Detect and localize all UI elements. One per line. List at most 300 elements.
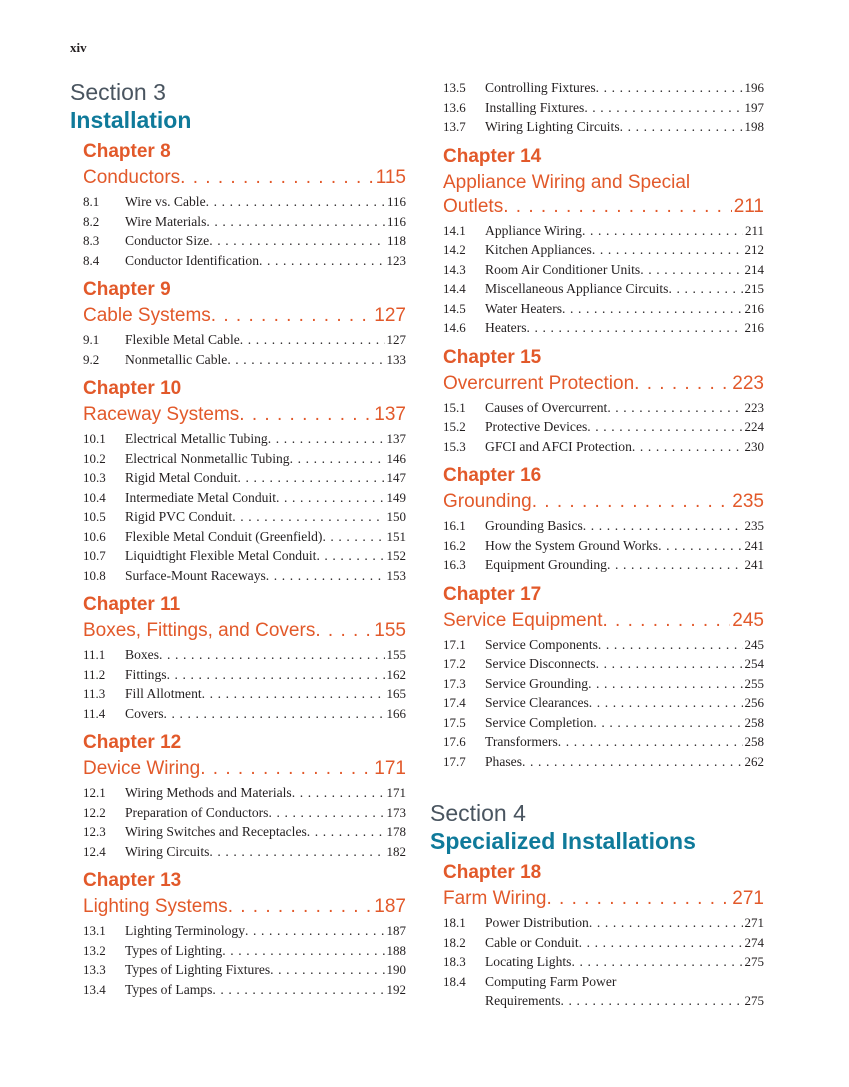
chapter-entries bbox=[70, 645, 406, 723]
dot-leader bbox=[227, 350, 384, 370]
chapter-entries bbox=[70, 783, 406, 861]
entry-title: Lighting Terminology bbox=[125, 923, 246, 938]
chapter-label: Chapter 15 bbox=[443, 346, 542, 368]
entry-number: 14.4 bbox=[443, 281, 466, 296]
chapter-entries bbox=[70, 429, 406, 585]
toc-entry[interactable] bbox=[443, 713, 764, 733]
entry-title: Surface-Mount Raceways bbox=[125, 567, 266, 583]
dot-leader bbox=[589, 913, 743, 933]
dot-leader bbox=[316, 546, 384, 566]
chapter-block bbox=[70, 140, 406, 270]
entry-page: 173 bbox=[386, 804, 406, 820]
dot-leader bbox=[167, 665, 385, 685]
entry-number: 18.4 bbox=[443, 973, 466, 989]
entry-title: Installing Fixtures bbox=[485, 99, 585, 115]
dot-leader bbox=[583, 516, 743, 536]
chapter-page: 171 bbox=[374, 758, 406, 779]
chapter-entries bbox=[430, 635, 764, 772]
toc-entry[interactable] bbox=[83, 783, 406, 803]
entry-number: 8.2 bbox=[83, 213, 100, 229]
toc-entry[interactable] bbox=[83, 980, 406, 1000]
entry-page: 182 bbox=[386, 843, 406, 859]
dot-leader bbox=[522, 752, 742, 772]
entry-page: 230 bbox=[744, 438, 764, 454]
dot-leader bbox=[562, 299, 742, 319]
entry-title: GFCI and AFCI Protection bbox=[485, 438, 632, 454]
chapter-entries bbox=[430, 221, 764, 338]
entry-title: Kitchen Appliances bbox=[485, 242, 592, 257]
entry-title-continued: Requirements bbox=[485, 993, 561, 1008]
toc-entry[interactable] bbox=[443, 913, 764, 933]
entry-number: 13.6 bbox=[443, 99, 466, 115]
entry-page: 215 bbox=[744, 281, 764, 296]
chapter-title[interactable] bbox=[70, 619, 406, 643]
toc-entry[interactable] bbox=[83, 330, 406, 350]
dot-leader bbox=[584, 98, 742, 118]
dot-leader bbox=[587, 417, 742, 437]
chapter-block bbox=[70, 377, 406, 585]
toc-entry[interactable] bbox=[443, 952, 764, 972]
toc-entry[interactable] bbox=[83, 231, 406, 251]
toc-entry[interactable] bbox=[83, 921, 406, 941]
chapter-title[interactable] bbox=[430, 195, 764, 219]
toc-entry[interactable] bbox=[83, 645, 406, 665]
dot-leader bbox=[209, 842, 384, 862]
chapter-list bbox=[430, 145, 764, 772]
entry-title: Computing Farm Power bbox=[485, 973, 617, 989]
toc-left-column bbox=[70, 78, 406, 1007]
entry-page: 146 bbox=[386, 450, 406, 466]
toc-entry[interactable] bbox=[83, 449, 406, 469]
dot-leader bbox=[209, 231, 385, 251]
toc-entry[interactable] bbox=[83, 546, 406, 566]
dot-leader bbox=[592, 240, 743, 260]
chapter-block bbox=[430, 583, 764, 772]
entry-number: 17.2 bbox=[443, 656, 466, 671]
entry-page: 235 bbox=[744, 518, 764, 533]
dot-leader bbox=[202, 684, 385, 704]
chapter-page: 137 bbox=[374, 404, 406, 425]
dot-leader bbox=[546, 887, 730, 911]
entry-page: 166 bbox=[386, 705, 406, 721]
dot-leader bbox=[640, 260, 742, 280]
entry-number: 14.3 bbox=[443, 261, 466, 277]
entry-title: Fill Allotment bbox=[125, 686, 202, 701]
chapter-title[interactable] bbox=[70, 304, 406, 328]
toc-entry[interactable] bbox=[443, 260, 764, 280]
dot-leader bbox=[579, 933, 743, 953]
entry-page: 258 bbox=[744, 714, 764, 730]
toc-entry[interactable] bbox=[83, 350, 406, 370]
toc-entry[interactable] bbox=[83, 566, 406, 586]
chapter-title[interactable] bbox=[430, 609, 764, 633]
toc-entry[interactable] bbox=[83, 803, 406, 823]
toc-entry[interactable] bbox=[443, 635, 764, 655]
chapter-label: Chapter 10 bbox=[83, 378, 182, 399]
entry-page: 149 bbox=[386, 489, 406, 505]
chapter-block bbox=[70, 731, 406, 861]
chapter-title-text: Farm Wiring bbox=[443, 888, 547, 909]
entry-number: 10.5 bbox=[83, 509, 106, 524]
dot-leader bbox=[596, 654, 743, 674]
chapter-page: 271 bbox=[732, 888, 764, 909]
chapter-title-text: Lighting Systems bbox=[83, 896, 228, 917]
entry-page: 155 bbox=[386, 647, 406, 662]
entry-page: 178 bbox=[386, 824, 406, 839]
entry-number: 10.2 bbox=[83, 450, 106, 466]
entry-title: Service Clearances bbox=[485, 695, 589, 710]
chapter-page: 187 bbox=[374, 896, 406, 917]
toc-entry[interactable] bbox=[83, 429, 406, 449]
dot-leader bbox=[607, 398, 742, 418]
entry-page: 192 bbox=[386, 981, 406, 997]
dot-leader bbox=[607, 555, 743, 575]
toc-entry[interactable] bbox=[443, 117, 764, 137]
toc-entry[interactable] bbox=[83, 684, 406, 704]
toc-entry[interactable] bbox=[83, 468, 406, 488]
entry-number: 13.5 bbox=[443, 80, 466, 95]
entry-number: 16.2 bbox=[443, 537, 466, 553]
entry-number: 14.5 bbox=[443, 300, 466, 316]
chapter-list bbox=[70, 140, 406, 999]
toc-entry[interactable] bbox=[443, 752, 764, 772]
entry-number: 8.1 bbox=[83, 194, 100, 209]
toc-entry[interactable] bbox=[83, 507, 406, 527]
toc-entry[interactable] bbox=[443, 221, 764, 241]
entry-number: 8.4 bbox=[83, 252, 100, 268]
entry-title: Types of Lamps bbox=[125, 981, 213, 997]
entry-number: 13.7 bbox=[443, 119, 466, 134]
dot-leader bbox=[632, 437, 743, 457]
entry-title: Wiring Circuits bbox=[125, 843, 210, 859]
toc-entry[interactable] bbox=[443, 437, 764, 457]
dot-leader bbox=[259, 251, 384, 271]
chapter-label: Chapter 12 bbox=[83, 732, 182, 753]
chapter-title[interactable] bbox=[70, 403, 406, 427]
dot-leader bbox=[212, 980, 384, 1000]
entry-title: Preparation of Conductors bbox=[125, 804, 269, 820]
toc-entry[interactable] bbox=[443, 78, 764, 98]
chapter-label: Chapter 9 bbox=[83, 279, 171, 300]
dot-leader bbox=[602, 609, 730, 633]
chapter-block bbox=[430, 145, 764, 338]
dot-leader bbox=[307, 822, 385, 842]
chapter-title[interactable] bbox=[430, 887, 764, 911]
entry-title: Nonmetallic Cable bbox=[125, 351, 228, 367]
chapter-page: 223 bbox=[732, 372, 764, 394]
entry-title: Flexible Metal Conduit (Greenfield) bbox=[125, 528, 323, 544]
dot-leader bbox=[322, 527, 384, 547]
entry-number: 10.1 bbox=[83, 431, 106, 446]
entry-title: Transformers bbox=[485, 734, 558, 749]
chapter-title[interactable] bbox=[430, 372, 764, 396]
entry-title: Rigid PVC Conduit bbox=[125, 509, 233, 524]
dot-leader bbox=[582, 221, 743, 241]
entry-page: 190 bbox=[386, 962, 406, 977]
toc-entry[interactable] bbox=[83, 941, 406, 961]
entry-page: 118 bbox=[386, 233, 406, 248]
entry-page: 255 bbox=[744, 675, 764, 691]
entry-title: Water Heaters bbox=[485, 300, 563, 316]
dot-leader bbox=[268, 429, 385, 449]
toc-entry[interactable] bbox=[83, 527, 406, 547]
entry-title: Wire vs. Cable bbox=[125, 194, 206, 209]
toc-entry[interactable] bbox=[443, 240, 764, 260]
entry-number: 10.4 bbox=[83, 489, 106, 505]
chapter-page: 115 bbox=[375, 167, 406, 188]
toc-entry[interactable] bbox=[443, 98, 764, 118]
chapter-page: 245 bbox=[732, 609, 764, 631]
page-number: xiv bbox=[70, 40, 87, 55]
entry-title: Fittings bbox=[125, 666, 167, 682]
entry-page: 171 bbox=[386, 785, 406, 800]
chapter-entries bbox=[430, 516, 764, 575]
entry-number: 15.1 bbox=[443, 399, 466, 415]
dot-leader bbox=[589, 693, 743, 713]
toc-entry[interactable] bbox=[83, 192, 406, 212]
entry-title: Electrical Nonmetallic Tubing bbox=[125, 450, 290, 466]
entry-title: Controlling Fixtures bbox=[485, 80, 596, 95]
dot-leader bbox=[266, 566, 385, 586]
chapter-title-text: Boxes, Fittings, and Covers bbox=[83, 620, 316, 641]
entry-title: Intermediate Metal Conduit bbox=[125, 489, 276, 505]
entry-page: 254 bbox=[744, 656, 764, 671]
entry-number: 12.3 bbox=[83, 824, 106, 839]
toc-entry[interactable] bbox=[83, 704, 406, 724]
dot-leader bbox=[558, 732, 743, 752]
entry-number: 11.2 bbox=[83, 666, 106, 682]
entry-title: Causes of Overcurrent bbox=[485, 399, 608, 415]
entry-page: 198 bbox=[744, 119, 764, 134]
entry-page: 147 bbox=[386, 470, 406, 485]
entry-title: Heaters bbox=[485, 320, 527, 335]
chapter-block bbox=[430, 346, 764, 457]
dot-leader bbox=[598, 635, 743, 655]
chapter-title-text: Device Wiring bbox=[83, 758, 201, 779]
chapter-title-text: Outlets bbox=[443, 195, 504, 217]
dot-leader bbox=[239, 403, 372, 427]
toc-entry[interactable] bbox=[443, 972, 764, 1011]
dot-leader bbox=[200, 757, 372, 781]
toc-entry[interactable] bbox=[443, 693, 764, 713]
chapter-label: Chapter 13 bbox=[83, 870, 182, 891]
chapter-title-text: Conductors bbox=[83, 167, 181, 188]
entry-title: Wiring Switches and Receptacles bbox=[125, 824, 307, 839]
entry-page: 216 bbox=[744, 300, 764, 316]
entry-number: 18.2 bbox=[443, 934, 466, 950]
dot-leader bbox=[634, 372, 730, 396]
chapter-title-text: Overcurrent Protection bbox=[443, 372, 635, 394]
entry-number: 14.2 bbox=[443, 242, 466, 257]
entry-page: 241 bbox=[744, 537, 764, 553]
chapter-label: Chapter 16 bbox=[443, 465, 542, 486]
entry-number: 14.6 bbox=[443, 320, 466, 335]
dot-leader bbox=[290, 449, 385, 469]
entry-number: 14.1 bbox=[443, 222, 466, 238]
entry-page: 197 bbox=[744, 99, 764, 115]
entry-number: 17.1 bbox=[443, 636, 466, 652]
dot-leader bbox=[240, 330, 385, 350]
entry-number: 17.6 bbox=[443, 734, 466, 749]
dot-leader bbox=[206, 192, 385, 212]
dot-leader bbox=[164, 704, 385, 724]
entry-page: 241 bbox=[744, 557, 764, 572]
entry-number: 10.8 bbox=[83, 567, 106, 583]
dot-leader bbox=[228, 895, 373, 919]
chapter-entries bbox=[430, 913, 764, 1011]
entry-page: 223 bbox=[744, 399, 764, 415]
chapter-page: 235 bbox=[732, 491, 764, 512]
chapter-page: 155 bbox=[374, 620, 406, 641]
entry-page: 116 bbox=[386, 213, 406, 229]
entry-page: 188 bbox=[386, 942, 406, 958]
entry-number: 9.1 bbox=[83, 332, 100, 347]
entry-title: Wiring Methods and Materials bbox=[125, 785, 292, 800]
entry-title: Protective Devices bbox=[485, 419, 588, 434]
entry-page: 196 bbox=[744, 80, 764, 95]
entry-title: Service Components bbox=[485, 636, 598, 652]
dot-leader bbox=[588, 674, 742, 694]
entry-page: 258 bbox=[744, 734, 764, 749]
entry-number: 11.4 bbox=[83, 705, 106, 721]
dot-leader bbox=[232, 507, 384, 527]
entry-title: Wiring Lighting Circuits bbox=[485, 119, 620, 134]
toc-entry[interactable] bbox=[443, 732, 764, 752]
chapter-title-text: Cable Systems bbox=[83, 305, 211, 326]
entry-page: 153 bbox=[386, 567, 406, 583]
entry-number: 17.4 bbox=[443, 695, 466, 710]
toc-entry[interactable] bbox=[443, 654, 764, 674]
entry-title: Types of Lighting bbox=[125, 942, 223, 958]
entry-title: Service Completion bbox=[485, 714, 594, 730]
toc-entry[interactable] bbox=[443, 299, 764, 319]
entry-number: 18.1 bbox=[443, 915, 466, 930]
entry-title: Grounding Basics bbox=[485, 518, 583, 533]
entry-title: Service Grounding bbox=[485, 675, 589, 691]
toc-entry[interactable] bbox=[443, 674, 764, 694]
entry-number: 12.1 bbox=[83, 785, 106, 800]
entry-number: 10.6 bbox=[83, 528, 106, 544]
toc-entry[interactable] bbox=[83, 488, 406, 508]
chapter-block bbox=[70, 869, 406, 999]
chapter-entries bbox=[70, 330, 406, 369]
entry-number: 16.1 bbox=[443, 518, 466, 533]
dot-leader bbox=[503, 195, 732, 219]
entry-number: 16.3 bbox=[443, 557, 466, 572]
section-label: Section 3 bbox=[70, 79, 166, 105]
entry-title: Power Distribution bbox=[485, 915, 589, 930]
toc-entry[interactable] bbox=[83, 251, 406, 271]
entry-number: 10.7 bbox=[83, 548, 106, 563]
chapter-title[interactable] bbox=[70, 166, 406, 190]
entry-number: 15.2 bbox=[443, 419, 466, 434]
chapter-entries bbox=[70, 192, 406, 270]
toc-entry[interactable] bbox=[443, 318, 764, 338]
chapter-label: Chapter 18 bbox=[443, 862, 542, 883]
toc-entry[interactable] bbox=[83, 665, 406, 685]
entry-page: 133 bbox=[386, 351, 406, 367]
entry-number: 8.3 bbox=[83, 233, 100, 248]
dot-leader bbox=[211, 304, 373, 328]
dot-leader bbox=[222, 941, 384, 961]
dot-leader bbox=[593, 713, 742, 733]
toc-entry[interactable] bbox=[83, 212, 406, 232]
toc-entry[interactable] bbox=[83, 842, 406, 862]
toc-entry[interactable] bbox=[443, 417, 764, 437]
chapter-title-text: Service Equipment bbox=[443, 609, 603, 631]
entry-title: Appliance Wiring bbox=[485, 222, 582, 238]
entry-title: Wire Materials bbox=[125, 213, 207, 229]
toc-entry[interactable] bbox=[443, 279, 764, 299]
entry-title: How the System Ground Works bbox=[485, 537, 659, 553]
toc-entry[interactable] bbox=[443, 536, 764, 556]
spacer bbox=[430, 779, 764, 799]
dot-leader bbox=[315, 619, 372, 643]
chapter-label: Chapter 8 bbox=[83, 141, 171, 162]
entry-page: 245 bbox=[744, 636, 764, 652]
entry-title: Cable or Conduit bbox=[485, 934, 579, 950]
chapter-title[interactable] bbox=[430, 490, 764, 514]
entry-page: 275 bbox=[744, 993, 764, 1008]
dot-leader bbox=[571, 952, 742, 972]
dot-leader bbox=[292, 783, 385, 803]
toc-entry[interactable] bbox=[443, 398, 764, 418]
entry-title: Conductor Size bbox=[125, 233, 210, 248]
entry-title: Types of Lighting Fixtures bbox=[125, 962, 271, 977]
toc-entry[interactable] bbox=[443, 555, 764, 575]
chapter-title[interactable] bbox=[70, 895, 406, 919]
toc-entry[interactable] bbox=[83, 960, 406, 980]
chapter-page: 127 bbox=[374, 305, 406, 326]
entry-number: 11.3 bbox=[83, 686, 106, 701]
entry-number: 13.4 bbox=[83, 981, 106, 997]
entry-page: 151 bbox=[386, 528, 406, 544]
entry-page: 116 bbox=[386, 194, 406, 209]
entry-number: 15.3 bbox=[443, 438, 466, 454]
entry-page: 275 bbox=[744, 954, 764, 969]
entry-number: 12.4 bbox=[83, 843, 106, 859]
chapter-block bbox=[70, 593, 406, 723]
entry-number: 10.3 bbox=[83, 470, 106, 485]
dot-leader bbox=[238, 468, 385, 488]
chapter-title-line1[interactable] bbox=[430, 171, 764, 195]
entry-title: Rigid Metal Conduit bbox=[125, 470, 238, 485]
entry-number: 9.2 bbox=[83, 351, 100, 367]
entry-page: 274 bbox=[744, 934, 764, 950]
chapter-entries bbox=[430, 398, 764, 457]
dot-leader bbox=[268, 803, 384, 823]
entry-title: Electrical Metallic Tubing bbox=[125, 431, 268, 446]
dot-leader bbox=[206, 212, 385, 232]
entry-page: 271 bbox=[744, 915, 764, 930]
toc-entry[interactable] bbox=[83, 822, 406, 842]
toc-entry[interactable] bbox=[443, 516, 764, 536]
dot-leader bbox=[658, 536, 742, 556]
chapter-title-text: Grounding bbox=[443, 491, 532, 512]
entry-page: 152 bbox=[386, 548, 406, 563]
dot-leader bbox=[527, 318, 743, 338]
dot-leader bbox=[561, 991, 743, 1011]
toc-right-column bbox=[430, 78, 764, 1019]
entry-page: 150 bbox=[386, 509, 406, 524]
entry-title: Covers bbox=[125, 705, 164, 721]
entry-number: 17.7 bbox=[443, 753, 466, 769]
entry-number: 11.1 bbox=[83, 647, 106, 662]
chapter-title[interactable] bbox=[70, 757, 406, 781]
continued-entries bbox=[430, 78, 764, 137]
chapter-title-text: Appliance Wiring and Special bbox=[443, 171, 691, 193]
toc-entry[interactable] bbox=[443, 933, 764, 953]
